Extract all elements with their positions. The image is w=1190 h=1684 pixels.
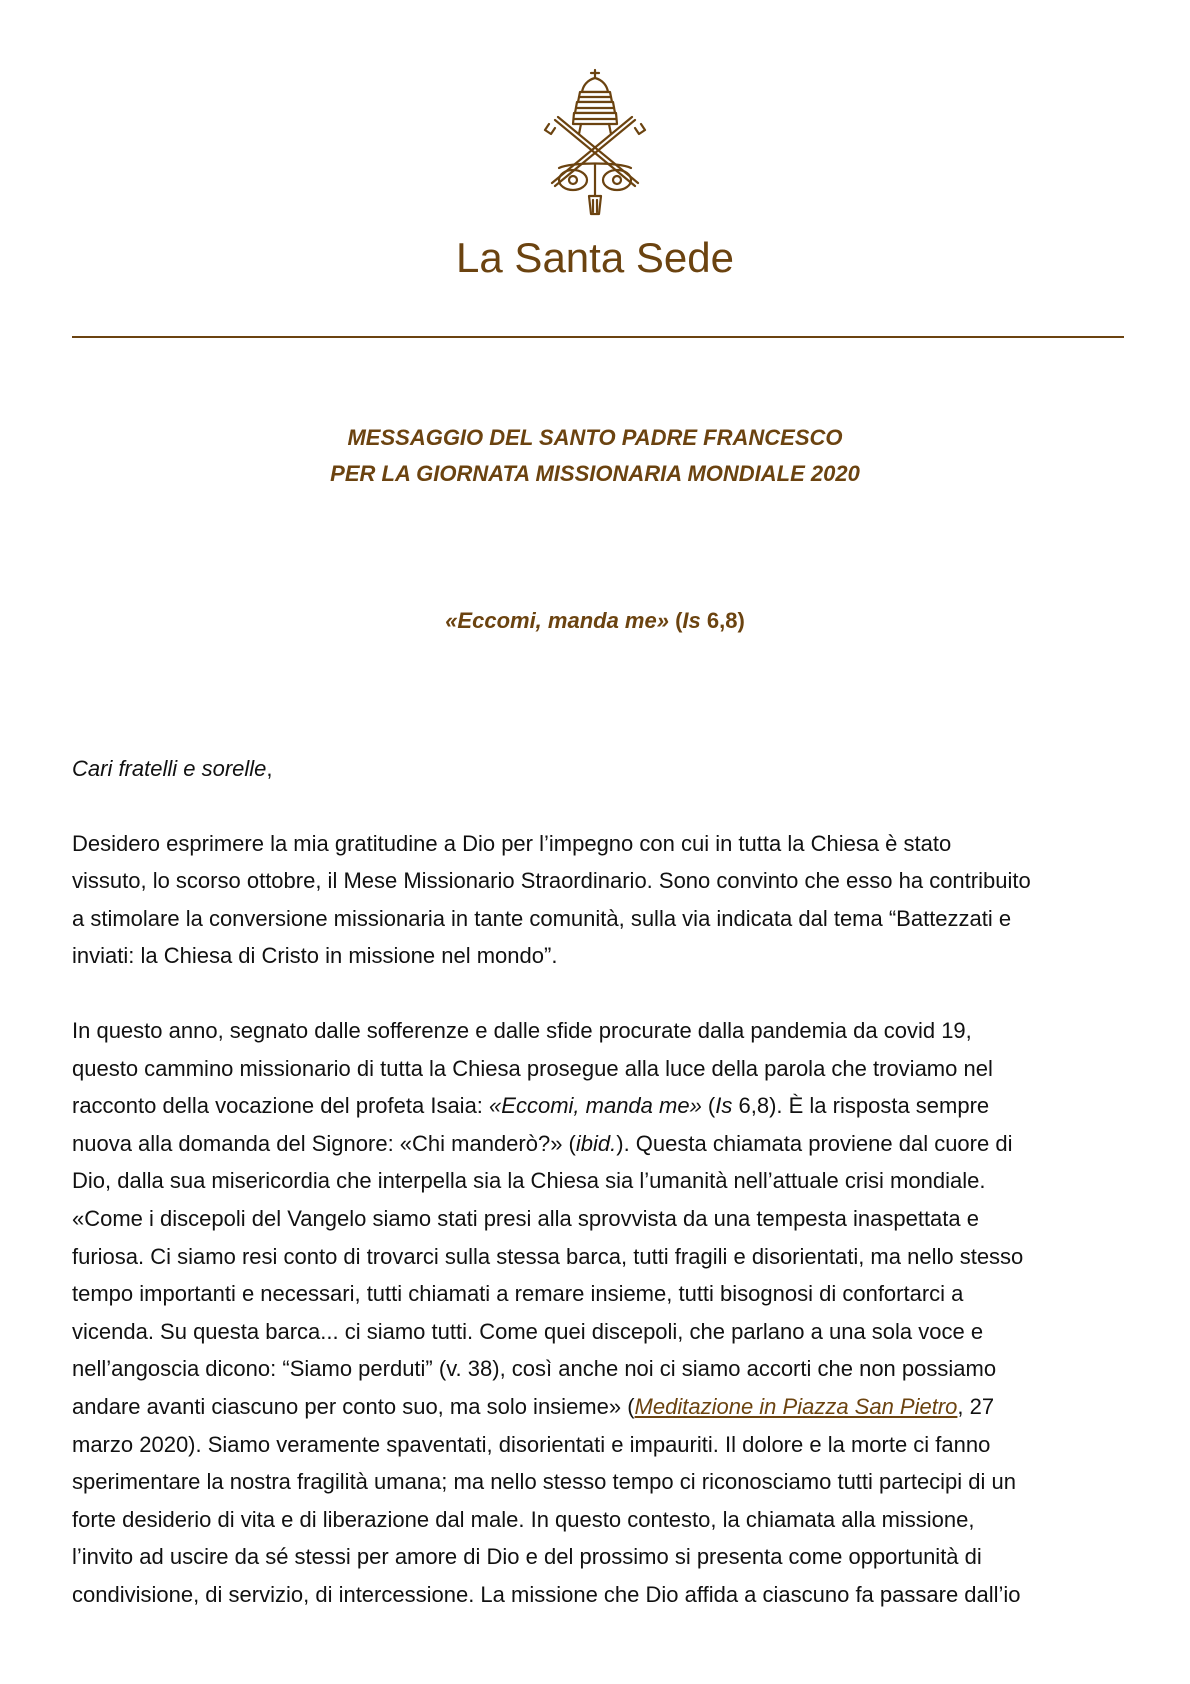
italic-ibid: ibid. xyxy=(575,1130,617,1156)
greeting-punct: , xyxy=(266,756,273,781)
paragraph-line: «Come i discepoli del Vangelo siamo stati presi alla sprovvista da una tempesta inaspettata e xyxy=(72,1205,979,1231)
paragraph-line xyxy=(72,1087,1132,1125)
paragraph-line: marzo 2020). Siamo veramente spaventati, disorientati e impauriti. Il dolore e la morte ci fanno xyxy=(72,1431,991,1457)
text-run: ). Questa chiamata proviene dal cuore di xyxy=(616,1130,1013,1156)
paragraph-line: condivisione, di servizio, di intercessione. La missione che Dio affida a ciascuno fa passare dall’io xyxy=(72,1581,1021,1607)
italic-book: Is xyxy=(715,1093,733,1119)
document-body xyxy=(72,750,1132,1650)
paragraph-line xyxy=(72,1388,1132,1426)
motto-book: Is xyxy=(682,608,701,633)
paragraph-line: tempo importanti e necessari, tutti chiamati a remare insieme, tutti bisognosi di confortarci a xyxy=(72,1281,964,1307)
motto-quote: «Eccomi, manda me» xyxy=(445,608,669,633)
paragraph-line: vicenda. Su questa barca... ci siamo tutti. Come quei discepoli, che parlano a una sola voce e xyxy=(72,1318,984,1344)
document-heading xyxy=(0,420,1190,492)
paragraph-line: sperimentare la nostra fragilità umana; ma nello stesso tempo ci riconosciamo tutti partecipi di un xyxy=(72,1469,1017,1495)
text-run: nuova alla domanda del Signore: «Chi manderò?» ( xyxy=(72,1130,576,1156)
paragraph-line: In questo anno, segnato dalle sofferenze e dalle sfide procurate dalla pandemia da covid 19, xyxy=(72,1017,972,1043)
greeting xyxy=(72,750,1132,788)
header-divider xyxy=(72,336,1124,338)
paragraph-line: forte desiderio di vita e di liberazione dal male. In questo contesto, la chiamata alla missione, xyxy=(72,1506,975,1532)
paragraph-line: l’invito ad uscire da sé stessi per amore di Dio e del prossimo si presenta come opportunità di xyxy=(72,1544,982,1570)
paragraph-line: questo cammino missionario di tutta la Chiesa prosegue alla luce della parola che troviamo nel xyxy=(72,1055,993,1081)
heading-line-1: MESSAGGIO DEL SANTO PADRE FRANCESCO xyxy=(347,425,843,450)
paragraph-line xyxy=(72,1125,1132,1163)
text-run: andare avanti ciascuno per conto suo, ma solo insieme» ( xyxy=(72,1393,635,1419)
paragraph-line: nell’angoscia dicono: “Siamo perduti” (v. 38), così anche noi ci siamo accorti che non possiamo xyxy=(72,1356,997,1382)
paragraph-line: inviati: la Chiesa di Cristo in missione nel mondo”. xyxy=(72,943,558,969)
heading-line-2: PER LA GIORNATA MISSIONARIA MONDIALE 2020 xyxy=(330,461,860,486)
site-title: La Santa Sede xyxy=(456,234,734,281)
paragraph-line: vissuto, lo scorso ottobre, il Mese Missionario Straordinario. Sono convinto che esso ha contribuito xyxy=(72,868,1031,894)
papal-coat-of-arms-icon xyxy=(535,68,655,216)
text-run: , 27 xyxy=(957,1393,995,1419)
text-run: racconto della vocazione del profeta Isaia: xyxy=(72,1093,490,1119)
paragraph-line: Desidero esprimere la mia gratitudine a Dio per l’impegno con cui in tutta la Chiesa è stato xyxy=(72,830,952,856)
meditazione-link[interactable]: Meditazione in Piazza San Pietro xyxy=(634,1393,958,1419)
document-motto xyxy=(0,606,1190,636)
text-run: ( xyxy=(701,1093,716,1119)
text-run: 6,8). È la risposta sempre xyxy=(732,1093,990,1119)
paragraph-1 xyxy=(72,825,1132,975)
paragraph-line: Dio, dalla sua misericordia che interpella sia la Chiesa sia l’umanità nell’attuale crisi mondiale. xyxy=(72,1168,986,1194)
motto-ref: 6,8) xyxy=(700,608,745,633)
greeting-text: Cari fratelli e sorelle xyxy=(72,756,267,781)
paragraph-2 xyxy=(72,1012,1132,1614)
italic-quote: «Eccomi, manda me» xyxy=(489,1093,702,1119)
paragraph-line: furiosa. Ci siamo resi conto di trovarci sulla stessa barca, tutti fragili e disorientati, ma nello stesso xyxy=(72,1243,1024,1269)
paragraph-line: a stimolare la conversione missionaria in tante comunità, sulla via indicata dal tema “Battezzati e xyxy=(72,905,1012,931)
motto-open: ( xyxy=(668,608,683,633)
